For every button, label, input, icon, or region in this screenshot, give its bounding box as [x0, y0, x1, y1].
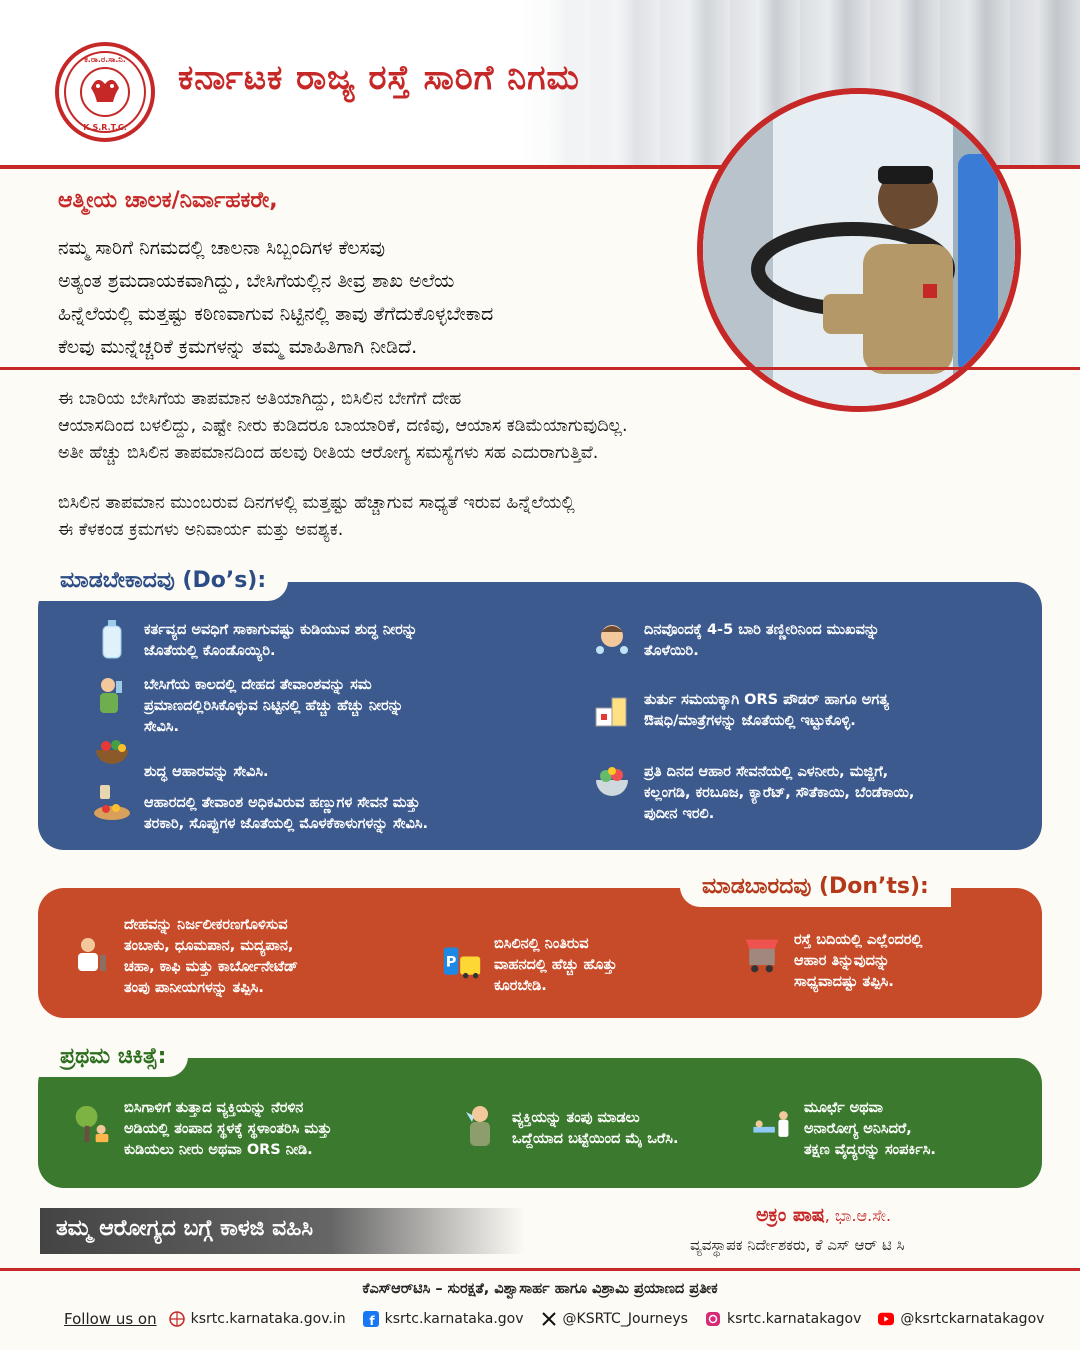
logo-text-bottom: K.S.R.T.C.: [83, 123, 127, 132]
dos-item: [592, 690, 1032, 732]
first-aid-item-text: ಮೂರ್ಛೆ ಅಥವಾ ಅನಾರೋಗ್ಯ ಅನಿಸಿದರೆ, ತಕ್ಷಣ ವೈದ್ಯರನ್ನು ಸಂಪರ್ಕಿಸಿ.: [804, 1100, 936, 1158]
heat-warning-paragraph: [58, 386, 1048, 467]
social-link-x[interactable]: [541, 1311, 688, 1327]
signatory-degree: , ಭಾ.ಆ.ಸೇ.: [824, 1206, 892, 1225]
social-label: ksrtc.karnatakagov: [726, 1311, 862, 1327]
dos-item: [92, 777, 572, 835]
instagram-icon: [705, 1311, 721, 1327]
intro-line: ನಮ್ಮ ಸಾರಿಗೆ ನಿಗಮದಲ್ಲಿ ಚಾಲನಾ ಸಿಬ್ಬಂದಿಗಳ ಕೆಲಸವು: [58, 237, 386, 259]
logo-text-top: ಕ.ರಾ.ರ.ಸಾ.ನಿ.: [84, 55, 126, 64]
x-icon: [541, 1311, 557, 1327]
salad-bowl-icon: [592, 762, 632, 802]
dos-item: [92, 675, 562, 738]
donts-item-text: ರಸ್ತೆ ಬದಿಯಲ್ಲಿ ಎಲ್ಲೆಂದರಲ್ಲಿ ಆಹಾರ ತಿನ್ನುವುದನ್ನು ಸಾಧ್ಯವಾದಷ್ಟು ತಪ್ಪಿಸಿ.: [794, 932, 923, 990]
intro-line: ಅತ್ಯಂತ ಶ್ರಮದಾಯಕವಾಗಿದ್ದು, ಬೇಸಿಗೆಯಲ್ಲಿನ ತೀವ್ರ ಶಾಖ ಅಲೆಯ: [58, 270, 455, 292]
donts-item: [442, 934, 722, 997]
social-label: ksrtc.karnataka.gov: [384, 1311, 524, 1327]
social-links: [64, 1310, 1044, 1328]
svg-text:P: P: [445, 954, 457, 971]
ksrtc-logo: [55, 42, 155, 142]
social-link-website[interactable]: [169, 1311, 346, 1327]
divider: [0, 367, 1080, 370]
salutation: ಆತ್ಮೀಯ ಚಾಲಕ/ನಿರ್ವಾಹಕರೇ,: [58, 188, 278, 213]
social-label: @ksrtckarnatakagov: [900, 1311, 1045, 1327]
medicine-icon: [592, 690, 632, 730]
dos-item-text: ಬೇಸಿಗೆಯ ಕಾಲದಲ್ಲಿ ದೇಹದ ತೇವಾಂಶವನ್ನು ಸಮ ಪ್ರಮಾಣದಲ್ಲಿರಿಸಿಕೊಳ್ಳುವ ನಿಟ್ಟಿನಲ್ಲಿ ಹೆಚ್ಚು ಹೆಚ್ಚು ನೀರನ್ನು ಸೇವಿಸಿ.: [144, 677, 404, 735]
intro-line: ಹಿನ್ನೆಲೆಯಲ್ಲಿ ಮತ್ತಷ್ಟು ಕಠಿಣವಾಗುವ ನಿಟ್ಟಿನಲ್ಲಿ ತಾವು ತೆಗೆದುಕೊಳ್ಳಬೇಕಾದ: [58, 303, 494, 325]
dos-item-text: ಆಹಾರದಲ್ಲಿ ತೇವಾಂಶ ಅಧಿಕವಿರುವ ಹಣ್ಣುಗಳ ಸೇವನೆ ಮತ್ತು ತರಕಾರಿ, ಸೊಪ್ಪುಗಳ ಜೊತೆಯಲ್ಲಿ ಮೊಳಕೆಕಾಳುಗಳನ್ನು ಸೇವಿಸಿ.: [144, 795, 429, 832]
org-title: ಕರ್ನಾಟಕ ರಾಜ್ಯ ರಸ್ತೆ ಸಾರಿಗೆ ನಿಗಮ: [178, 58, 580, 98]
dos-item: [592, 620, 1032, 662]
first-aid-item-text: ಬಿಸಿಗಾಳಿಗೆ ತುತ್ತಾದ ವ್ಯಕ್ತಿಯನ್ನು ನೆರಳಿನ ಅಡಿಯಲ್ಲಿ ತಂಪಾದ ಸ್ಥಳಕ್ಕೆ ಸ್ಥಳಾಂತರಿಸಿ ಮತ್ತು ಕುಡಿಯಲು ನೀರು ಅಥವಾ ORS ನೀಡಿ.: [124, 1100, 332, 1158]
first-aid-item-text: ವ್ಯಕ್ತಿಯನ್ನು ತಂಪು ಮಾಡಲು ಒದ್ದೆಯಾದ ಬಟ್ಟೆಯಿಂದ ಮೈ ಒರೆಸಿ.: [512, 1110, 679, 1147]
first-aid-item: [460, 1104, 750, 1150]
signatory-title: ವ್ಯವಸ್ಥಾಪಕ ನಿರ್ದೇಶಕರು, ಕೆ ಎಸ್ ಆರ್ ಟಿ ಸಿ: [690, 1236, 905, 1254]
smoking-drinking-icon: [72, 935, 112, 975]
first-aid-item: [752, 1098, 1032, 1161]
dos-item: [92, 620, 562, 662]
necessity-paragraph: [58, 490, 1048, 544]
social-label: @KSRTC_Journeys: [562, 1311, 688, 1327]
signatory-name: [756, 1204, 891, 1226]
svg-text:f: f: [369, 1314, 375, 1327]
intro-paragraph: [58, 232, 698, 364]
paragraph-line: ಈ ಬಾರಿಯ ಬೇಸಿಗೆಯ ತಾಪಮಾನ ಅತಿಯಾಗಿದ್ದು, ಬಿಸಿಲಿನ ಬೇಗೆಗೆ ದೇಹ: [58, 389, 462, 409]
street-food-cart-icon: [742, 936, 782, 976]
donts-item-text: ದೇಹವನ್ನು ನಿರ್ಜಲೀಕರಣಗೊಳಿಸುವ ತಂಬಾಕು, ಧೂಮಪಾನ, ಮದ್ಯಪಾನ, ಚಹಾ, ಕಾಫಿ ಮತ್ತು ಕಾರ್ಬೋನೇಟೆಡ್ ತಂಪು ಪಾನೀಯಗಳನ್ನು ತಪ್ಪಿಸಿ.: [124, 917, 298, 996]
dos-item: [592, 762, 1032, 825]
face-wash-icon: [592, 620, 632, 660]
intro-line: ಕೆಲವು ಮುನ್ನೆಚ್ಚರಿಕೆ ಕ್ರಮಗಳನ್ನು ತಮ್ಮ ಮಾಹಿತಿಗಾಗಿ ನೀಡಿದೆ.: [58, 336, 418, 358]
dos-item-text: ದಿನವೊಂದಕ್ಕೆ 4-5 ಬಾರಿ ತಣ್ಣೀರಿನಿಂದ ಮುಖವನ್ನು ತೊಳೆಯಿರಿ.: [644, 622, 880, 659]
follow-label: Follow us on: [64, 1310, 157, 1328]
social-link-facebook[interactable]: [363, 1311, 524, 1327]
social-link-instagram[interactable]: [705, 1311, 861, 1327]
social-link-youtube[interactable]: [878, 1311, 1044, 1327]
drinking-person-icon: [92, 675, 132, 715]
dos-item-text: ಕರ್ತವ್ಯದ ಅವಧಿಗೆ ಸಾಕಾಗುವಷ್ಟು ಕುಡಿಯುವ ಶುದ್ಧ ನೀರನ್ನು ಜೊತೆಯಲ್ಲಿ ಕೊಂಡೊಯ್ಯಿರಿ.: [144, 622, 418, 659]
facebook-icon: [363, 1311, 379, 1327]
social-label: ksrtc.karnataka.gov.in: [190, 1311, 346, 1327]
dos-item-text: ತುರ್ತು ಸಮಯಕ್ಕಾಗಿ ORS ಪೌಡರ್ ಹಾಗೂ ಅಗತ್ಯ ಔಷಧಿ/ಮಾತ್ರೆಗಳನ್ನು ಜೊತೆಯಲ್ಲಿ ಇಟ್ಟುಕೊಳ್ಳಿ.: [644, 692, 889, 729]
paragraph-line: ಆಯಾಸದಿಂದ ಬಳಲಿದ್ದು, ಎಷ್ಟೇ ನೀರು ಕುಡಿದರೂ ಬಾಯಾರಿಕೆ, ದಣಿವು, ಆಯಾಸ ಕಡಿಮೆಯಾಗುವುದಿಲ್ಲ.: [58, 416, 628, 436]
youtube-icon: [878, 1311, 894, 1327]
donts-item: [72, 915, 412, 999]
driver-photo: [697, 88, 1021, 412]
signatory-name-text: ಅಕ್ರಂ ಪಾಷ: [756, 1204, 825, 1226]
globe-icon: [169, 1311, 185, 1327]
first-aid-title: ಪ್ರಥಮ ಚಿಕಿತ್ಸೆ:: [38, 1036, 188, 1077]
doctor-icon: [752, 1104, 792, 1144]
first-aid-item: [72, 1098, 442, 1161]
dos-item-text: ಶುದ್ಧ ಆಹಾರವನ್ನು ಸೇವಿಸಿ.: [144, 764, 269, 780]
fruit-plate-icon: [92, 783, 132, 823]
divider: [0, 1268, 1080, 1271]
paragraph-line: ಈ ಕೆಳಕಂಡ ಕ್ರಮಗಳು ಅನಿವಾರ್ಯ ಮತ್ತು ಅವಶ್ಯಕ.: [58, 520, 344, 540]
wet-cloth-icon: [460, 1108, 500, 1148]
donts-item-text: ಬಿಸಿಲಿನಲ್ಲಿ ನಿಂತಿರುವ ವಾಹನದಲ್ಲಿ ಹೆಚ್ಚು ಹೊತ್ತು ಕೂರಬೇಡಿ.: [494, 936, 617, 994]
donts-item: [742, 930, 1032, 993]
water-bottle-icon: [92, 620, 132, 660]
paragraph-line: ಅತೀ ಹೆಚ್ಚು ಬಿಸಿಲಿನ ತಾಪಮಾನದಿಂದ ಹಲವು ರೀತಿಯ ಆರೋಗ್ಯ ಸಮಸ್ಯೆಗಳು ಸಹ ಎದುರಾಗುತ್ತಿವೆ.: [58, 443, 599, 463]
donts-title: ಮಾಡಬಾರದವು (Don’ts):: [680, 866, 951, 907]
tagline: ಕೆಎಸ್‌ಆರ್‌ಟಿಸಿ – ಸುರಕ್ಷತೆ, ವಿಶ್ವಾಸಾರ್ಹ ಹಾಗೂ ವಿಶ್ರಾಮಿ ಪ್ರಯಾಣದ ಪ್ರತೀಕ: [362, 1281, 718, 1297]
paragraph-line: ಬಿಸಿಲಿನ ತಾಪಮಾನ ಮುಂಬರುವ ದಿನಗಳಲ್ಲಿ ಮತ್ತಷ್ಟು ಹೆಚ್ಚಾಗುವ ಸಾಧ್ಯತೆ ಇರುವ ಹಿನ್ನೆಲೆಯಲ್ಲಿ: [58, 493, 575, 513]
dos-title: ಮಾಡಬೇಕಾದವು (Do’s):: [38, 560, 288, 601]
dos-item-text: ಪ್ರತಿ ದಿನದ ಆಹಾರ ಸೇವನೆಯಲ್ಲಿ ಎಳನೀರು, ಮಜ್ಜಿಗೆ, ಕಲ್ಲಂಗಡಿ, ಕರಬೂಜ, ಕ್ಯಾರೆಟ್, ಸೌತೆಕಾಯಿ, ಬೆಂಡೆಕಾಯಿ, ಪುದೀನ ಇರಲಿ.: [644, 764, 915, 822]
parked-bus-icon: [442, 942, 482, 982]
shade-tree-icon: [72, 1104, 112, 1144]
care-banner: ತಮ್ಮ ಆರೋಗ್ಯದ ಬಗ್ಗೆ ಕಾಳಜಿ ವಹಿಸಿ: [40, 1208, 525, 1254]
